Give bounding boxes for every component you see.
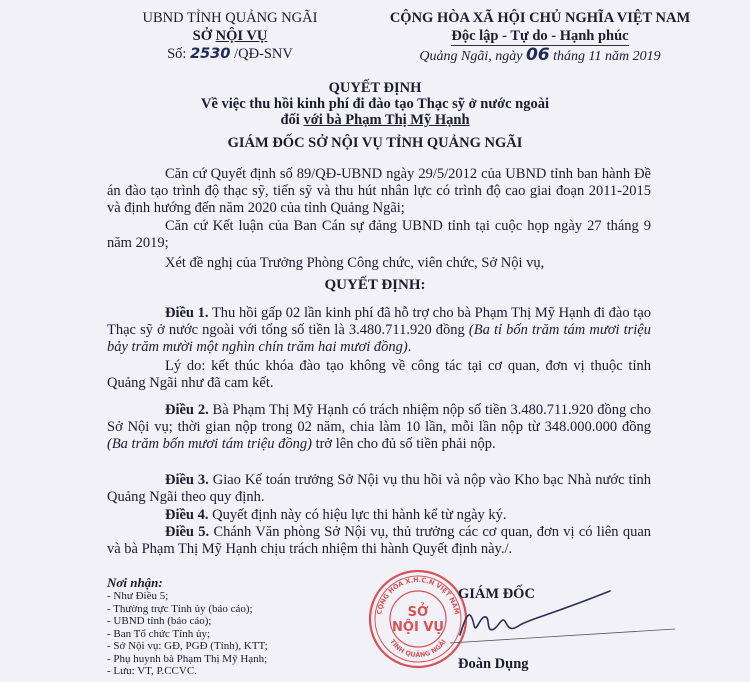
subject-line-2 <box>0 112 750 128</box>
signer-name: Đoàn Dụng <box>458 656 529 672</box>
date-prefix: Quảng Ngãi, ngày <box>419 49 526 64</box>
article-1-reason <box>107 358 651 392</box>
subject-underlined: với bà Phạm Thị Mỹ Hạnh <box>303 112 470 128</box>
article-italic: (Ba tỉ bốn trăm tám mươi triệu bảy trăm mười một nghìn chín trăm hai mươi đồng) <box>107 322 651 355</box>
preamble-paragraph-3: Xét đề nghị của Trưởng Phòng Công chức, viên chức, Sở Nội vụ, <box>165 255 545 271</box>
recipient-item: - Ban Tổ chức Tỉnh ủy; <box>107 627 211 640</box>
handwritten-signature-icon <box>440 585 680 655</box>
decision-heading: QUYẾT ĐỊNH: <box>324 277 426 293</box>
place-date <box>330 46 750 66</box>
article-text: Lý do: kết thúc khóa đào tạo không về công tác tại cơ quan, đơn vị thuộc tỉnh Quảng Ngãi như đã cam kết. <box>107 358 651 391</box>
article-label: Điều 1. <box>165 305 209 321</box>
article-2 <box>107 402 651 453</box>
article-1 <box>107 305 651 356</box>
article-text: Giao Kế toán trưởng Sở Nội vụ thu hồi và nộp vào Kho bạc Nhà nước tỉnh Quảng Ngãi theo quy định. <box>107 472 652 505</box>
article-4 <box>107 507 651 524</box>
article-3 <box>107 472 651 506</box>
recipient-item: - Thường trực Tỉnh ủy (báo cáo); <box>107 602 253 615</box>
department-prefix: SỞ <box>192 28 216 44</box>
recipient-item: - Phụ huynh bà Phạm Thị Mỹ Hạnh; <box>107 652 268 665</box>
signer-title: GIÁM ĐỐC <box>458 586 535 602</box>
recipient-item: - Như Điều 5; <box>107 590 169 602</box>
authority-name: UBND TỈNH QUẢNG NGÃI <box>142 10 318 26</box>
recipients-list <box>107 575 347 678</box>
svg-text:CỘNG HÒA X.H.C.N VIỆT NAM: CỘNG HÒA X.H.C.N VIỆT NAM <box>375 575 461 616</box>
national-header-block <box>330 9 750 66</box>
article-italic: (Ba trăm bốn mươi tám triệu đồng) <box>107 436 312 452</box>
national-motto: Độc lập - Tự do - Hạnh phúc <box>451 28 629 44</box>
subject-line-1: Về việc thu hồi kinh phí đi đào tạo Thạc sỹ ở nước ngoài <box>201 96 549 112</box>
article-tail: trở lên cho đủ số tiền phải nộp. <box>311 436 496 452</box>
date-day-handwritten: 06 <box>525 45 550 65</box>
article-label: Điều 5. <box>165 524 210 540</box>
document-number <box>110 45 350 63</box>
article-tail: . <box>407 339 412 355</box>
recipient-item: - Lưu: VT, P.CCVC. <box>107 665 197 677</box>
article-text: Chánh Văn phòng Sở Nội vụ, thủ trưởng các cơ quan, đơn vị có liên quan và bà Phạm Thị Mỹ Hạnh chịu trách nhiệm thi hành Quyết định này./. <box>107 524 652 557</box>
article-text: Bà Phạm Thị Mỹ Hạnh có trách nhiệm nộp số tiền 3.480.711.920 đồng cho Sở Nội vụ; thời gian nộp trong 02 năm, chia làm 10 lần, mỗi lần nộp từ 348.000.000 đồng <box>107 402 651 435</box>
number-label: Số: <box>167 46 191 62</box>
nation-name: CỘNG HÒA XÃ HỘI CHỦ NGHĨA VIỆT NAM <box>389 10 691 26</box>
article-label: Điều 4. <box>165 507 209 523</box>
svg-text:TỈNH QUẢNG NGÃI: TỈNH QUẢNG NGÃI <box>388 637 448 660</box>
department-name <box>110 27 350 45</box>
article-label: Điều 3. <box>165 472 209 488</box>
svg-text:NỘI VỤ: NỘI VỤ <box>392 620 444 635</box>
recipients-title: Nơi nhận: <box>107 575 163 590</box>
subject-prefix: đối <box>280 112 304 128</box>
number-suffix: /QĐ-SNV <box>230 46 293 62</box>
preamble-paragraph-1: Căn cứ Quyết định số 89/QĐ-UBND ngày 29/5/2012 của UBND tỉnh ban hành Đề án đào tạo trình độ thạc sỹ, tiến sỹ và thu hút nhân lực có trình độ cao giai đoạn 2011-2015 và định hướng đến năm 2020 của tỉnh Quảng Ngãi; <box>107 166 651 216</box>
date-suffix: tháng 11 năm 2019 <box>549 49 661 64</box>
recipient-item: - Sở Nội vụ: GĐ, PGĐ (Tính), KTT; <box>107 640 268 652</box>
recipient-item: - UBND tỉnh (báo cáo); <box>107 615 212 627</box>
document-title-block <box>0 80 750 128</box>
number-handwritten: 2530 <box>190 46 231 62</box>
article-text: Thu hồi gấp 02 lần kinh phí đã hỗ trợ cho bà Phạm Thị Mỹ Hạnh đi đào tạo Thạc sỹ ở nước ngoài với tổng số tiền là 3.480.711.920 đồng <box>107 305 652 338</box>
article-text: Quyết định này có hiệu lực thi hành kể từ ngày ký. <box>208 507 507 523</box>
preamble-paragraph-2: Căn cứ Kết luận của Ban Cán sự đảng UBND tỉnh tại cuộc họp ngày 27 tháng 9 năm 2019; <box>107 218 651 251</box>
issuing-authority-block <box>110 9 350 63</box>
department-underlined: NỘI VỤ <box>215 28 268 44</box>
article-label: Điều 2. <box>165 402 209 418</box>
authority-title: GIÁM ĐỐC SỞ NỘI VỤ TỈNH QUẢNG NGÃI <box>227 135 523 151</box>
article-5 <box>107 524 651 558</box>
svg-text:SỞ: SỞ <box>407 605 429 620</box>
document-heading: QUYẾT ĐỊNH <box>328 80 422 96</box>
